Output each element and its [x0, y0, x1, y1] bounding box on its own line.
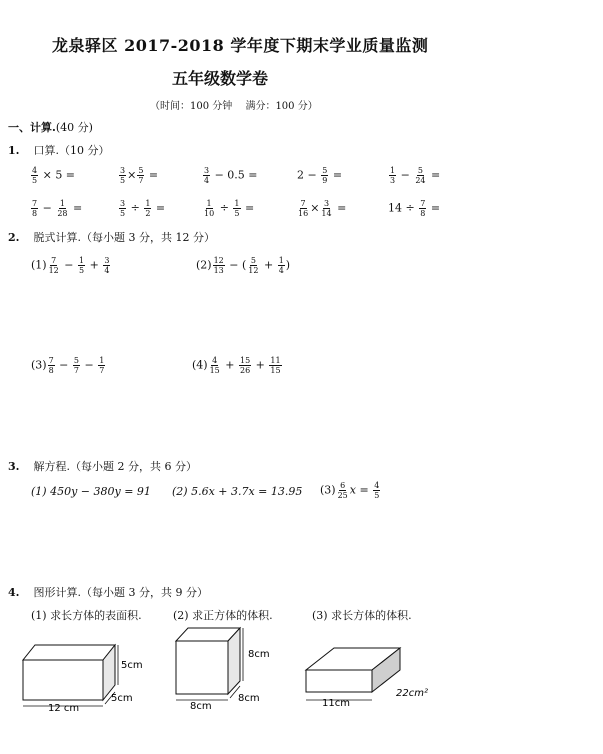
figure-task-1: (1) 求长方体的表面积.	[31, 609, 142, 622]
question-label: 解方程.	[33, 460, 70, 473]
question-label: 脱式计算.	[33, 231, 81, 244]
cube-figure	[170, 626, 280, 714]
page-title: 龙泉驿区 2017-2018 学年度下期末学业质量监测	[52, 36, 429, 55]
oral-item: $\frac{7}{16}$ × $\frac{3}{14}$ =	[298, 199, 347, 218]
area-label: 22cm²	[396, 688, 428, 699]
calc-problem-2: (2) $\frac{12}{13}$ − ( $\frac{5}{12}$ + $\frac{1}{4}$ )	[196, 256, 291, 275]
section-label: 一、计算.	[8, 121, 56, 134]
oral-item: $\frac{7}{8}$ − $\frac{1}{28}$ =	[32, 199, 83, 218]
equation-2: (2) 5.6x + 3.7x = 13.95	[172, 485, 303, 498]
oral-item: $\frac{3}{4}$ − 0.5 =	[204, 166, 258, 185]
oral-item: 14 ÷ $\frac{7}{8}$ =	[388, 199, 441, 218]
oral-item: $\frac{3}{5}$ × $\frac{5}{7}$ =	[120, 166, 159, 185]
cuboid-figure-1	[18, 640, 158, 715]
question-1-heading	[8, 142, 109, 158]
question-number: 2.	[8, 231, 20, 244]
question-points: （每小题 2 分，共 6 分）	[69, 460, 197, 473]
dimension-label: 11cm	[322, 698, 350, 709]
question-4-heading	[8, 584, 208, 600]
question-label: 口算.	[33, 144, 59, 157]
question-3-heading	[8, 458, 197, 474]
dimension-label: 8cm	[190, 701, 212, 712]
equation-1: (1) 450y − 380y = 91	[31, 485, 151, 498]
oral-item: $\frac{1}{3}$ − $\frac{5}{24}$ =	[390, 166, 441, 185]
question-points: （10 分）	[58, 144, 110, 157]
figure-task-2: (2) 求正方体的体积.	[173, 609, 273, 622]
question-2-heading	[8, 229, 215, 245]
cuboid-figure-3	[300, 640, 435, 715]
question-number: 1.	[8, 144, 20, 157]
figure-task-3: (3) 求长方体的体积.	[312, 609, 412, 622]
calc-problem-3: (3) $\frac{7}{8}$ − $\frac{5}{7}$ − $\frac{1}{7}$	[31, 356, 105, 375]
equation-3: (3) $\frac{6}{25}$ x = $\frac{4}{5}$	[320, 481, 380, 500]
section-heading	[8, 119, 93, 135]
question-points: （每小题 3 分，共 9 分）	[80, 586, 208, 599]
oral-item: $\frac{4}{5}$ × 5 =	[32, 166, 76, 185]
oral-item: 2 − $\frac{5}{9}$ =	[297, 166, 343, 185]
exam-timing: （时间：100 分钟 满分：100 分）	[150, 101, 318, 112]
dimension-label: 5cm	[111, 693, 133, 704]
dimension-label: 8cm	[248, 649, 270, 660]
oral-item: $\frac{1}{10}$ ÷ $\frac{1}{5}$ =	[204, 199, 255, 218]
calc-problem-1: (1) $\frac{7}{12}$ − $\frac{1}{5}$ + $\frac{3}{4}$	[31, 256, 110, 275]
dimension-label: 12 cm	[48, 703, 80, 714]
dimension-label: 8cm	[238, 693, 260, 704]
question-label: 图形计算.	[33, 586, 81, 599]
oral-item: $\frac{3}{5}$ ÷ $\frac{1}{2}$ =	[120, 199, 166, 218]
question-number: 3.	[8, 460, 20, 473]
question-points: （每小题 3 分，共 12 分）	[80, 231, 215, 244]
dimension-label: 5cm	[121, 660, 143, 671]
question-number: 4.	[8, 586, 20, 599]
page-subtitle: 五年级数学卷	[172, 69, 269, 88]
section-points: (40 分)	[55, 121, 93, 134]
calc-problem-4: (4) $\frac{4}{15}$ + $\frac{15}{26}$ + $\frac{11}{15}$	[192, 356, 281, 375]
